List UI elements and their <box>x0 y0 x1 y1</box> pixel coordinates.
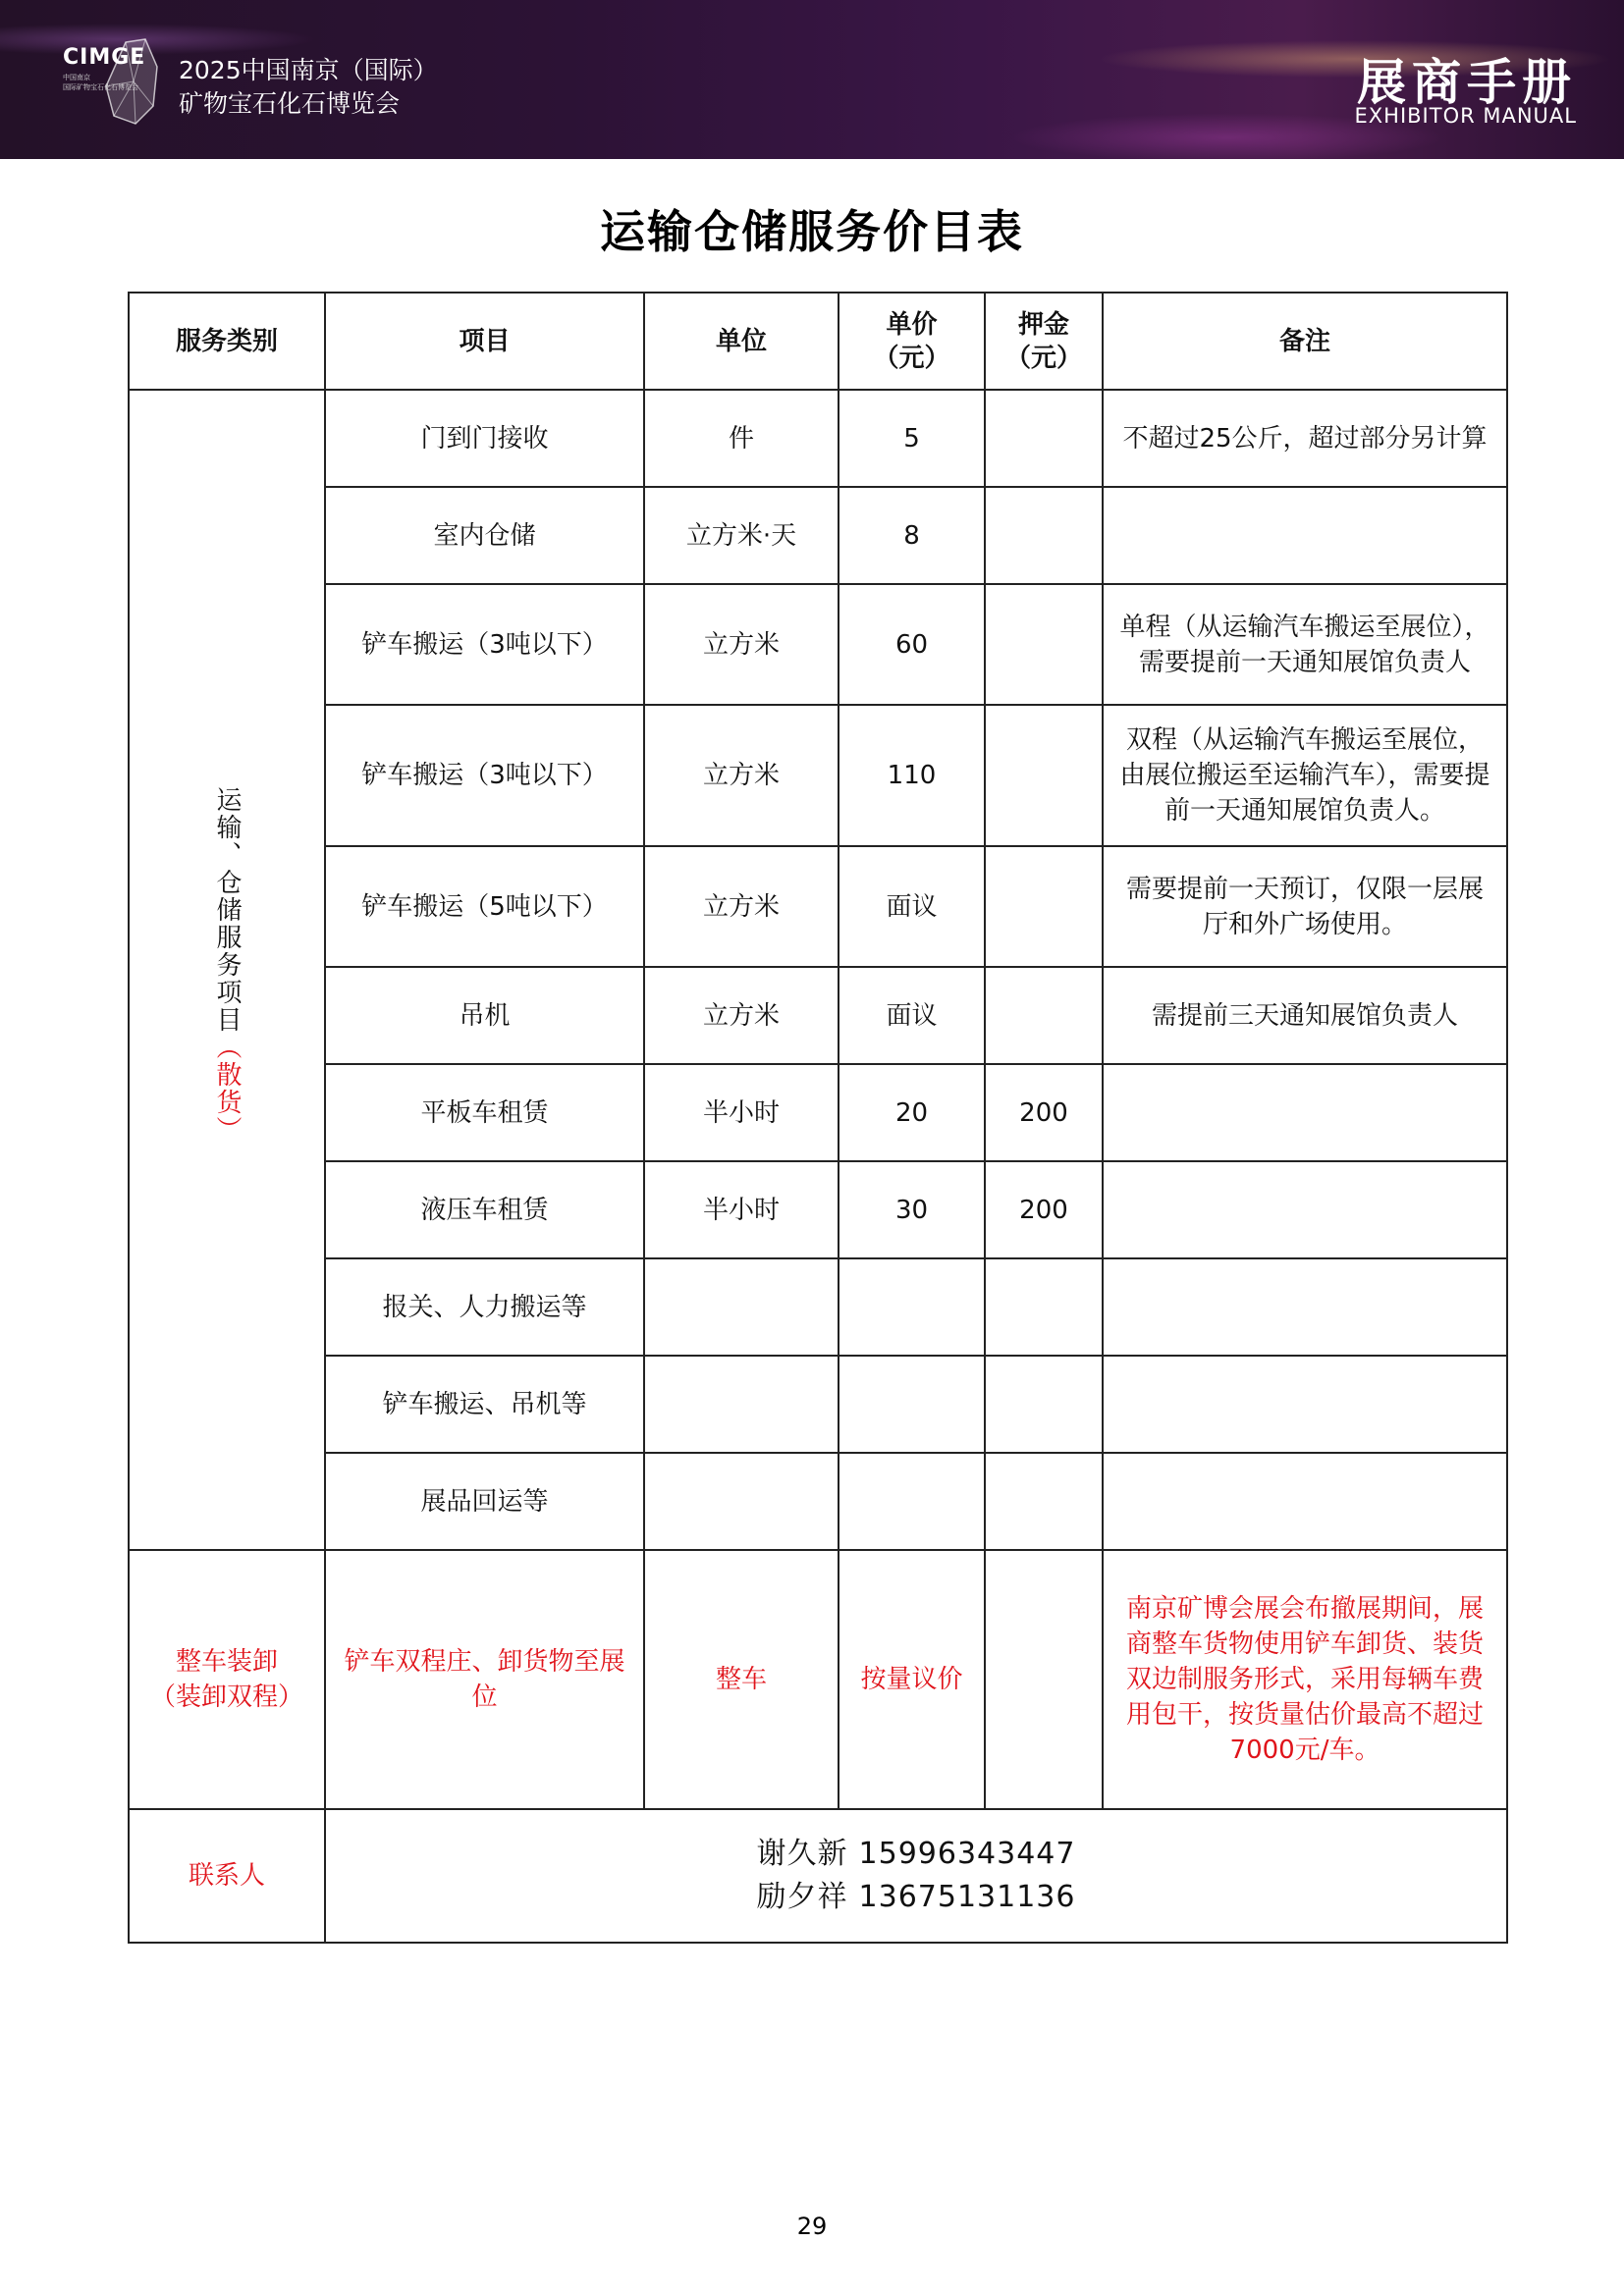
row-unit: 立方米 <box>644 967 839 1064</box>
truck-price: 按量议价 <box>839 1550 985 1809</box>
row-price: 8 <box>839 487 985 584</box>
row-deposit <box>985 584 1103 705</box>
header-unit: 单位 <box>644 293 839 390</box>
row-price: 30 <box>839 1161 985 1258</box>
contact-person <box>340 1833 1492 1876</box>
header-item: 项目 <box>325 293 644 390</box>
row-deposit <box>985 487 1103 584</box>
contact-label: 联系人 <box>129 1809 325 1943</box>
table-row <box>129 584 1507 705</box>
row-price <box>839 1258 985 1356</box>
row-price <box>839 1356 985 1453</box>
row-note <box>1103 1258 1507 1356</box>
table-row <box>129 1161 1507 1258</box>
table-row <box>129 846 1507 967</box>
truck-deposit <box>985 1550 1103 1809</box>
row-price: 5 <box>839 390 985 487</box>
row-note: 单程（从运输汽车搬运至展位），需要提前一天通知展馆负责人 <box>1103 584 1507 705</box>
row-item: 铲车搬运（3吨以下） <box>325 584 644 705</box>
truck-category-line-1: 整车装卸 <box>175 1647 278 1677</box>
row-note <box>1103 1064 1507 1161</box>
row-price: 20 <box>839 1064 985 1161</box>
row-item: 液压车租赁 <box>325 1161 644 1258</box>
contact-row <box>129 1809 1507 1943</box>
row-item: 报关、人力搬运等 <box>325 1258 644 1356</box>
row-note: 需要提前一天预订，仅限一层展厅和外广场使用。 <box>1103 846 1507 967</box>
row-deposit <box>985 846 1103 967</box>
logo-wordmark: CIMGE <box>63 45 146 70</box>
row-unit: 半小时 <box>644 1161 839 1258</box>
row-price: 面议 <box>839 846 985 967</box>
header-deposit-line-2: （元） <box>1004 343 1082 373</box>
table-row <box>129 390 1507 487</box>
table-row <box>129 1453 1507 1550</box>
row-item: 铲车搬运、吊机等 <box>325 1356 644 1453</box>
row-note <box>1103 487 1507 584</box>
row-deposit <box>985 1258 1103 1356</box>
contact-phone: 13675131136 <box>858 1880 1076 1914</box>
table-row <box>129 1356 1507 1453</box>
table-row <box>129 1258 1507 1356</box>
truck-note: 南京矿博会展会布撤展期间，展商整车货物使用铲车卸货、装货双边制服务形式，采用每辆车费用包干，按货量估价最高不超过7000元/车。 <box>1103 1550 1507 1809</box>
row-note <box>1103 1356 1507 1453</box>
header-note: 备注 <box>1103 293 1507 390</box>
row-price: 面议 <box>839 967 985 1064</box>
truck-row <box>129 1550 1507 1809</box>
contact-cell <box>325 1809 1507 1943</box>
row-item: 门到门接收 <box>325 390 644 487</box>
row-unit: 立方米·天 <box>644 487 839 584</box>
header-price-line-2: （元） <box>873 343 950 373</box>
row-note <box>1103 1161 1507 1258</box>
group-label <box>209 786 244 1144</box>
row-deposit <box>985 1453 1103 1550</box>
header-deposit <box>985 293 1103 390</box>
header-deposit-line-1: 押金 <box>1017 309 1069 340</box>
row-item: 室内仓储 <box>325 487 644 584</box>
table-row <box>129 967 1507 1064</box>
expo-name-line-2: 矿物宝石化石博览会 <box>179 89 401 118</box>
group-label-cell <box>129 390 325 1550</box>
row-unit: 立方米 <box>644 705 839 846</box>
row-unit: 半小时 <box>644 1064 839 1161</box>
row-unit: 件 <box>644 390 839 487</box>
row-unit: 立方米 <box>644 846 839 967</box>
row-price: 60 <box>839 584 985 705</box>
row-unit <box>644 1356 839 1453</box>
expo-name-line-1: 2025中国南京（国际） <box>179 56 438 84</box>
contact-name: 励夕祥 <box>756 1880 848 1914</box>
header-category: 服务类别 <box>129 293 325 390</box>
row-item: 平板车租赁 <box>325 1064 644 1161</box>
row-deposit <box>985 705 1103 846</box>
truck-item: 铲车双程庄、卸货物至展位 <box>325 1550 644 1809</box>
table-row <box>129 705 1507 846</box>
group-label-main: 运输、仓储服务项目 <box>212 786 242 1034</box>
row-note: 需提前三天通知展馆负责人 <box>1103 967 1507 1064</box>
price-table <box>128 292 1508 1944</box>
header-price-line-1: 单价 <box>886 309 938 340</box>
table-row <box>129 1064 1507 1161</box>
truck-unit: 整车 <box>644 1550 839 1809</box>
truck-category-line-2: （装卸双程） <box>149 1682 303 1712</box>
logo-subtitle: 中国南京 <box>63 74 90 81</box>
row-item: 铲车搬运（3吨以下） <box>325 705 644 846</box>
table-row <box>129 487 1507 584</box>
expo-name <box>179 54 438 121</box>
row-note: 双程（从运输汽车搬运至展位，由展位搬运至运输汽车），需要提前一天通知展馆负责人。 <box>1103 705 1507 846</box>
row-unit <box>644 1453 839 1550</box>
row-deposit <box>985 967 1103 1064</box>
contact-phone: 15996343447 <box>858 1837 1076 1871</box>
row-item: 吊机 <box>325 967 644 1064</box>
row-deposit <box>985 1356 1103 1453</box>
manual-title-en: EXHIBITOR MANUAL <box>1354 104 1577 128</box>
truck-category <box>129 1550 325 1809</box>
page-title: 运输仓储服务价目表 <box>600 205 1024 258</box>
header-banner <box>0 0 1624 159</box>
row-unit: 立方米 <box>644 584 839 705</box>
row-deposit <box>985 390 1103 487</box>
page-number: 29 <box>796 2213 828 2240</box>
row-deposit: 200 <box>985 1161 1103 1258</box>
row-deposit: 200 <box>985 1064 1103 1161</box>
row-item: 展品回运等 <box>325 1453 644 1550</box>
row-unit <box>644 1258 839 1356</box>
row-note: 不超过25公斤，超过部分另计算 <box>1103 390 1507 487</box>
table-header-row <box>129 293 1507 390</box>
contact-person <box>340 1876 1492 1919</box>
group-label-bulk: （散货） <box>212 1034 242 1144</box>
contact-name: 谢久新 <box>756 1837 848 1871</box>
expo-logo <box>57 37 175 128</box>
row-price <box>839 1453 985 1550</box>
header-price <box>839 293 985 390</box>
row-note <box>1103 1453 1507 1550</box>
logo-subtitle-2: 国际矿物宝石化石博览会 <box>63 83 138 91</box>
row-item: 铲车搬运（5吨以下） <box>325 846 644 967</box>
row-price: 110 <box>839 705 985 846</box>
manual-title-cn: 展商手册 <box>1357 54 1577 111</box>
